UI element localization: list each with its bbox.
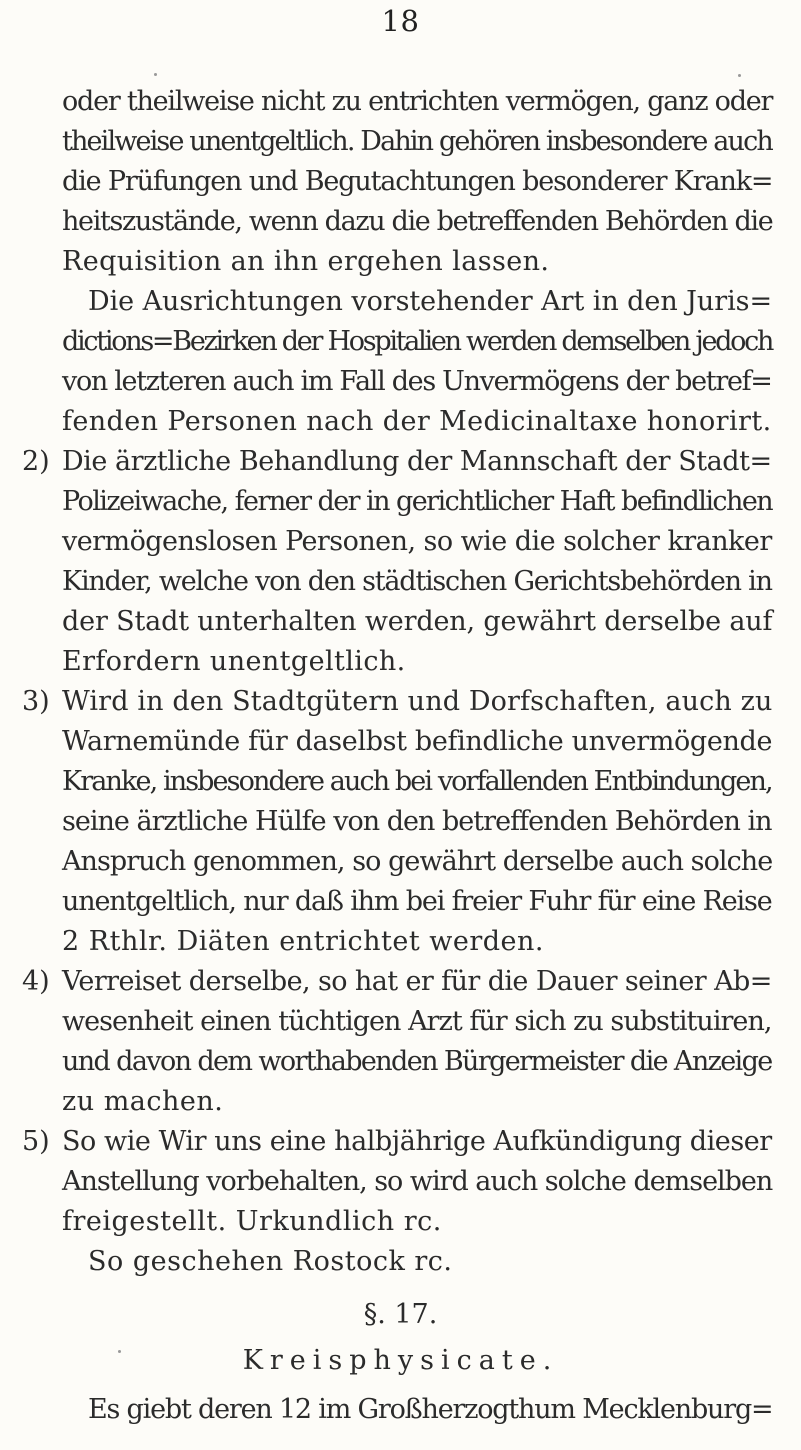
page-number: 18 xyxy=(381,4,420,38)
text-line: unentgeltlich, nur daß ihm bei freier Fuhr für eine Reise xyxy=(62,886,772,917)
item-number: 2) xyxy=(22,446,50,477)
item-number: 4) xyxy=(22,966,50,997)
text-line: Es giebt deren 12 im Großherzogthum Mecklenburg= xyxy=(88,1394,773,1425)
text-line: So geschehen Rostock rc. xyxy=(88,1246,453,1277)
text-line: Polizeiwache, ferner der in gerichtlicher Haft befindlichen xyxy=(62,486,773,517)
text-line: Die ärztliche Behandlung der Mannschaft der Stadt= xyxy=(62,446,772,477)
print-speck xyxy=(154,73,157,76)
text-line: Verreiset derselbe, so hat er für die Dauer seiner Ab= xyxy=(62,966,772,997)
text-line: wesenheit einen tüchtigen Arzt für sich zu substituiren, xyxy=(62,1006,772,1037)
text-line: die Prüfungen und Begutachtungen besonderer Krank= xyxy=(62,166,773,197)
text-line: vermögenslosen Personen, so wie die solcher kranker xyxy=(62,526,772,557)
text-line: freigestellt. Urkundlich rc. xyxy=(62,1206,442,1237)
text-line: dictions=Bezirken der Hospitalien werden demselben jedoch xyxy=(62,326,773,357)
text-line: Kinder, welche von den städtischen Gerichtsbehörden in xyxy=(62,566,772,597)
text-line: fenden Personen nach der Medicinaltaxe honorirt. xyxy=(62,406,772,437)
item-number: 3) xyxy=(22,686,50,717)
text-line: theilweise unentgeltlich. Dahin gehören insbesondere auch xyxy=(62,126,772,157)
text-line: Kranke, insbesondere auch bei vorfallenden Entbindungen, xyxy=(62,766,772,797)
section-number: §. 17. xyxy=(363,1299,438,1330)
text-line: von letzteren auch im Fall des Unvermögens der betref= xyxy=(62,366,772,397)
section-title: Kreisphysicate. xyxy=(242,1345,559,1376)
text-line: heitszustände, wenn dazu die betreffenden Behörden die xyxy=(62,206,773,237)
text-line: Die Ausrichtungen vorstehender Art in den Juris= xyxy=(88,286,773,317)
text-line: und davon dem worthabenden Bürgermeister die Anzeige xyxy=(62,1046,772,1077)
text-line: oder theilweise nicht zu entrichten vermögen, ganz oder xyxy=(62,86,773,117)
text-line: 2 Rthlr. Diäten entrichtet werden. xyxy=(62,926,545,957)
text-line: So wie Wir uns eine halbjährige Aufkündigung dieser xyxy=(62,1126,772,1157)
text-line: Erfordern unentgeltlich. xyxy=(62,646,406,677)
text-line: Wird in den Stadtgütern und Dorfschaften, auch zu xyxy=(62,686,773,717)
text-line: Anstellung vorbehalten, so wird auch solche demselben xyxy=(62,1166,773,1197)
text-line: zu machen. xyxy=(62,1086,224,1117)
text-line: seine ärztliche Hülfe von den betreffenden Behörden in xyxy=(62,806,772,837)
text-line: Requisition an ihn ergehen lassen. xyxy=(62,246,550,277)
print-speck xyxy=(118,1350,121,1353)
text-line: der Stadt unterhalten werden, gewährt derselbe auf xyxy=(62,606,773,637)
text-line: Warnemünde für daselbst befindliche unvermögende xyxy=(62,726,773,757)
item-number: 5) xyxy=(22,1126,50,1157)
text-line: Anspruch genommen, so gewährt derselbe auch solche xyxy=(62,846,773,877)
print-speck xyxy=(738,74,741,77)
